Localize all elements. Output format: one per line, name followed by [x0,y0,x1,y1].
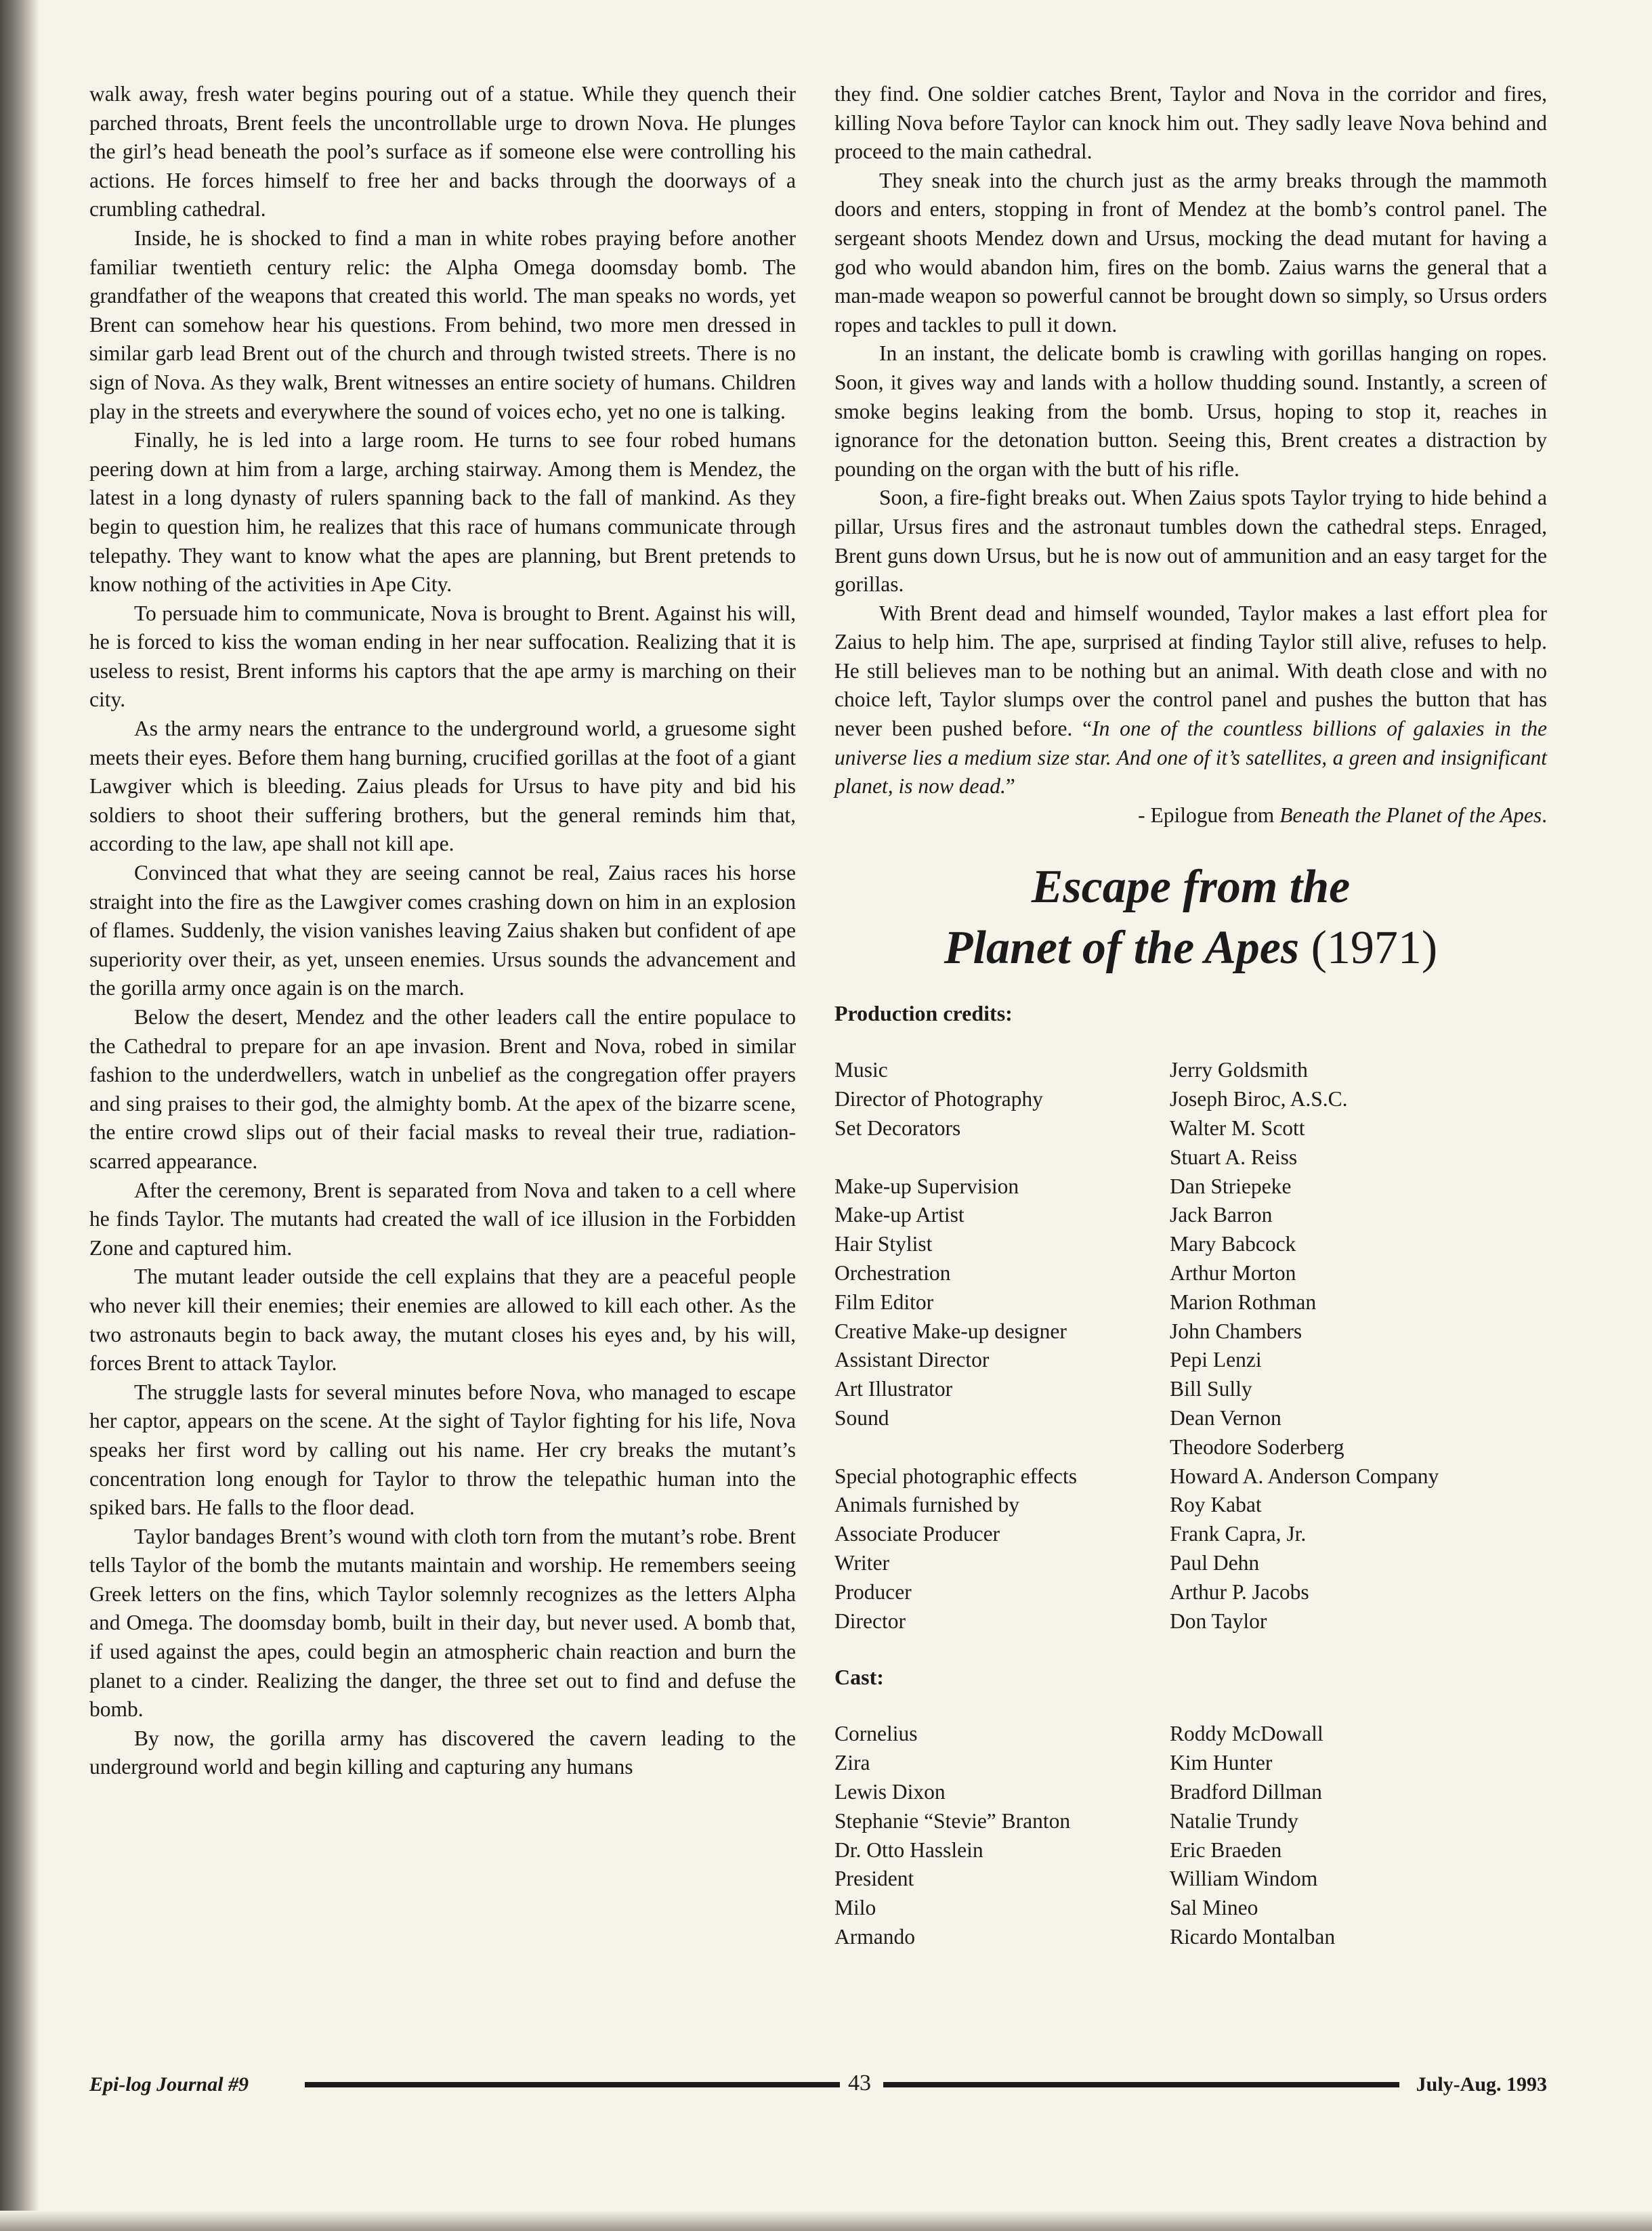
credit-role: Set Decorators [834,1116,961,1141]
right-paragraph [834,484,1547,599]
left-paragraph [89,1378,796,1523]
paragraph-text: Finally, he is led into a large room. He turns to see four robed humans peering down at him from a large, arching stairway. Among them is Mendez, the latest in a long dynasty of rulers spanning back to the fall of mankind. As they begin to question him, he realizes that this race of humans communicate through telepathy. They want to know what the apes are planning, but Brent pretends to know nothing of the activities in Ape City. [89,428,796,597]
credit-row [834,1230,1547,1259]
cast-list [834,1720,1547,1951]
paragraph-text: As the army nears the entrance to the underground world, a gruesome sight meets their eyes. Before them hang burning, crucified gorillas at the foot of a giant Lawgiver which is bleeding. Zaius pleads for Ursus to have pity and bid his soldiers to shoot their suffering brothers, but the general reminds him that, according to the law, ape shall not kill ape. [89,717,796,856]
credit-role: Assistant Director [834,1348,990,1372]
credit-role [834,1433,1170,1462]
credit-row [834,1346,1547,1375]
credit-role: Producer [834,1579,912,1604]
footer-rule-right [883,2082,1399,2087]
credit-row [834,1143,1547,1172]
right-paragraph [834,167,1547,340]
paragraph-text: They sneak into the church just as the army breaks through the mammoth doors and enters, stopping in front of Mendez at the bomb’s control panel. The sergeant shoots Mendez down and Ursus, mocking the dead mutant for having a god who would abandon him, fires on the bomb. Zaius warns the general that a man-made weapon so powerful cannot be brought down so simply, so Ursus orders ropes and tackles to pull it down. [834,168,1547,337]
left-paragraph [89,599,796,715]
credit-row [834,1520,1547,1549]
credit-name: Howard A. Anderson Company [1170,1464,1439,1488]
left-paragraph [89,859,796,1003]
epilogue-source-suffix: . [1542,803,1547,827]
cast-row [834,1778,1547,1807]
credit-name: Dan Striepeke [1170,1174,1292,1198]
credit-role: Associate Producer [834,1522,1000,1546]
credit-name: Jerry Goldsmith [1170,1058,1308,1082]
cast-heading: Cast: [834,1665,884,1690]
paragraph-text: they find. One soldier catches Brent, Taylor and Nova in the corridor and fires, killing Nova before Taylor can knock him out. They sadly leave Nova behind and proceed to the main cathedral. [834,82,1547,164]
credit-role: Orchestration [834,1261,951,1286]
cast-name: Ricardo Montalban [1170,1924,1336,1949]
left-paragraph [89,1176,796,1263]
credit-row [834,1404,1547,1433]
paragraph-text: Soon, a fire-fight breaks out. When Zaius spots Taylor trying to hide behind a pillar, Ursus fires and the astronaut tumbles down the cathedral steps. Enraged, Brent guns down Ursus, but he is now out of ammunition and an easy target for the gorillas. [834,486,1547,597]
credit-role: Film Editor [834,1290,934,1314]
left-paragraph [89,1003,796,1176]
credit-row [834,1607,1547,1636]
credit-row [834,1172,1547,1202]
credit-name: Paul Dehn [1170,1550,1260,1575]
cast-role: Dr. Otto Hasslein [834,1837,983,1862]
footer-journal-name: Epi-log Journal #9 [89,2073,249,2096]
cast-row [834,1836,1547,1865]
credit-role: Sound [834,1406,889,1430]
credit-name: Stuart A. Reiss [1170,1145,1298,1169]
paragraph-text: In an instant, the delicate bomb is crawling with gorillas hanging on ropes. Soon, it gives way and lands with a hollow thudding sound. Instantly, a screen of smoke begins leaking from the bomb. Ursus, hoping to stop it, reaches in ignorance for the detonation button. Seeing this, Brent creates a distraction by pounding on the organ with the butt of his rifle. [834,341,1547,481]
cast-name: Roddy McDowall [1170,1722,1323,1746]
paragraph-text: Convinced that what they are seeing cannot be real, Zaius races his horse straight into the fire as the Lawgiver comes crashing down on him in an explosion of flames. Suddenly, the vision vanishes leaving Zaius shaken but confident of ape superiority over their, as yet, unseen enemies. Ursus sounds the advancement and the gorilla army once again is on the march. [89,861,796,1000]
left-paragraph [89,80,796,224]
right-paragraph [834,80,1547,167]
cast-row [834,1923,1547,1952]
cast-role: Milo [834,1896,876,1920]
left-paragraph [89,1523,796,1724]
cast-name: Natalie Trundy [1170,1808,1298,1833]
credit-name: Arthur P. Jacobs [1170,1579,1309,1604]
title-line-1: Escape from the [1031,861,1351,914]
cast-row [834,1894,1547,1923]
credit-name: Bill Sully [1170,1377,1252,1401]
production-credits-heading: Production credits: [834,1001,1013,1026]
credit-row [834,1085,1547,1114]
credit-row [834,1056,1547,1085]
paragraph-text: The struggle lasts for several minutes before Nova, who managed to escape her captor, appears on the scene. At the sight of Taylor fighting for his life, Nova speaks her first word by calling out his name. Her cry breaks the mutant’s concentration long enough for Taylor to throw the telepathic human into the spiked bars. He falls to the floor dead. [89,1380,796,1520]
credit-name: Pepi Lenzi [1170,1348,1262,1372]
paragraph-text: The mutant leader outside the cell explains that they are a peaceful people who never kill their enemies; their enemies are allowed to kill each other. As the two astronauts begin to back away, the mutant closes his eyes and, by his will, forces Brent to attack Taylor. [89,1265,796,1376]
cast-name: Eric Braeden [1170,1837,1282,1862]
credit-role: Make-up Artist [834,1203,965,1227]
quote-close: ” [1005,774,1015,799]
credit-row [834,1491,1547,1520]
cast-role: Stephanie “Stevie” Branton [834,1808,1071,1833]
credit-name: Marion Rothman [1170,1290,1317,1314]
paragraph-text: walk away, fresh water begins pouring out of a statue. While they quench their parched throats, Brent feels the uncontrollable urge to drown Nova. He plunges the girl’s head beneath the pool’s surface as if someone else were controlling his actions. He forces himself to free her and backs through the doorways of a crumbling cathedral. [89,82,796,221]
cast-role: Cornelius [834,1722,918,1746]
credit-row [834,1114,1547,1143]
credit-name: John Chambers [1170,1319,1302,1343]
title-year: (1971) [1311,922,1438,975]
left-paragraph [89,715,796,859]
cast-name: Sal Mineo [1170,1896,1258,1920]
right-column-text [834,80,1547,801]
paragraph-text: By now, the gorilla army has discovered the cavern leading to the underground world and begin killing and capturing any humans [89,1726,796,1779]
cast-row [834,1807,1547,1836]
credit-row [834,1462,1547,1491]
left-paragraph [89,224,796,426]
cast-role: Armando [834,1924,915,1949]
credit-row [834,1317,1547,1346]
footer-page-number: 43 [848,2070,871,2096]
paragraph-text: Inside, he is shocked to find a man in white robes praying before another familiar twentieth century relic: the Alpha Omega doomsday bomb. The grandfather of the weapons that created this world. The man speaks no words, yet Brent can somehow hear his questions. From behind, two more men dressed in similar garb lead Brent out of the church and through twisted streets. There is no sign of Nova. As they walk, Brent witnesses an entire society of humans. Children play in the streets and everywhere the sound of voices echo, yet no one is talking. [89,226,796,423]
credit-role: Animals furnished by [834,1493,1019,1517]
credit-name: Joseph Biroc, A.S.C. [1170,1087,1348,1111]
cast-role: Lewis Dixon [834,1779,946,1804]
credit-role: Special photographic effects [834,1464,1078,1488]
article-title [834,857,1547,979]
epilogue-source-title: Beneath the Planet of the Apes [1279,803,1542,827]
credit-name: Mary Babcock [1170,1232,1296,1256]
right-paragraph [834,599,1547,801]
credit-name: Don Taylor [1170,1609,1267,1633]
credit-name: Arthur Morton [1170,1261,1296,1286]
credit-name: Roy Kabat [1170,1493,1262,1517]
cast-row [834,1720,1547,1749]
credit-role [834,1143,1170,1172]
paragraph-text: To persuade him to communicate, Nova is brought to Brent. Against his will, he is forced to kiss the woman ending in her near suffocation. Realizing that it is useless to resist, Brent informs his captors that the ape army is marching on their city. [89,601,796,712]
cast-row [834,1749,1547,1778]
credit-row [834,1288,1547,1317]
credit-row [834,1578,1547,1607]
paragraph-text: Taylor bandages Brent’s wound with cloth torn from the mutant’s robe. Brent tells Taylor of the bomb the mutants maintain and worship. He remembers seeing Greek letters on the fins, which Taylor solemnly recognizes as the letters Alpha and Omega. The doomsday bomb, built in their day, but never used. A bomb that, if used against the apes, could begin an atmospheric chain reaction and burn the planet to a cinder. Realizing the danger, the three set out to find and defuse the bomb. [89,1524,796,1722]
cast-name: William Windom [1170,1867,1318,1891]
credit-role: Make-up Supervision [834,1174,1019,1198]
page-bottom-shadow [0,2211,1652,2231]
epilogue-quote: In one of the countless billions of galaxies in the universe lies a medium size star. And one of it’s satellites, a green and insignificant planet, is now dead. [834,717,1548,799]
credit-role: Creative Make-up designer [834,1319,1067,1343]
production-credits-list [834,1056,1547,1636]
credit-name: Theodore Soderberg [1170,1435,1344,1459]
credit-row [834,1259,1547,1288]
cast-role: Zira [834,1751,870,1775]
footer-rule-left [305,2082,840,2087]
right-paragraph [834,339,1547,484]
cast-name: Kim Hunter [1170,1751,1273,1775]
credit-role: Director of Photography [834,1087,1043,1111]
epilogue-source [834,801,1547,830]
credit-row [834,1201,1547,1230]
page-footer [89,2071,1547,2098]
credit-role: Writer [834,1550,889,1575]
paragraph-text: Below the desert, Mendez and the other leaders call the entire populace to the Cathedral to prepare for an ape invasion. Brent and Nova, robed in similar fashion to the underdwellers, watch in unbelief as the congregation offer prayers and sing praises to their god, the almighty bomb. At the apex of the bizarre scene, the entire crowd slips out of their facial masks to reveal their true, radiation-scarred appearance. [89,1005,796,1173]
credit-role: Hair Stylist [834,1232,933,1256]
left-column [89,80,796,1782]
credit-row [834,1433,1547,1462]
credit-name: Frank Capra, Jr. [1170,1522,1307,1546]
credit-role: Director [834,1609,906,1633]
paragraph-text: With Brent dead and himself wounded, Taylor makes a last effort plea for Zaius to help him. The ape, surprised at finding Taylor still alive, refuses to help. He still believes man to be nothing but an animal. With death close and with no choice left, Taylor slumps over the control panel and pushes the button that has never been pushed before. “ [834,601,1547,741]
credit-row [834,1549,1547,1578]
right-column [834,80,1547,1952]
credit-name: Walter M. Scott [1170,1116,1305,1141]
title-line-2: Planet of the Apes [944,922,1300,975]
left-paragraph [89,1724,796,1782]
cast-name: Bradford Dillman [1170,1779,1322,1804]
footer-date: July-Aug. 1993 [1416,2073,1547,2096]
cast-row [834,1865,1547,1894]
paragraph-text: After the ceremony, Brent is separated from Nova and taken to a cell where he finds Taylor. The mutants had created the wall of ice illusion in the Forbidden Zone and captured him. [89,1178,796,1260]
left-paragraph [89,1262,796,1378]
credit-row [834,1375,1547,1404]
epilogue-source-prefix: - Epilogue from [1138,803,1280,827]
credit-name: Jack Barron [1170,1203,1273,1227]
credit-role: Music [834,1058,888,1082]
left-paragraph [89,426,796,599]
credit-role: Art Illustrator [834,1377,953,1401]
credit-name: Dean Vernon [1170,1406,1282,1430]
cast-role: President [834,1867,914,1891]
page-binding-edge [0,0,39,2231]
